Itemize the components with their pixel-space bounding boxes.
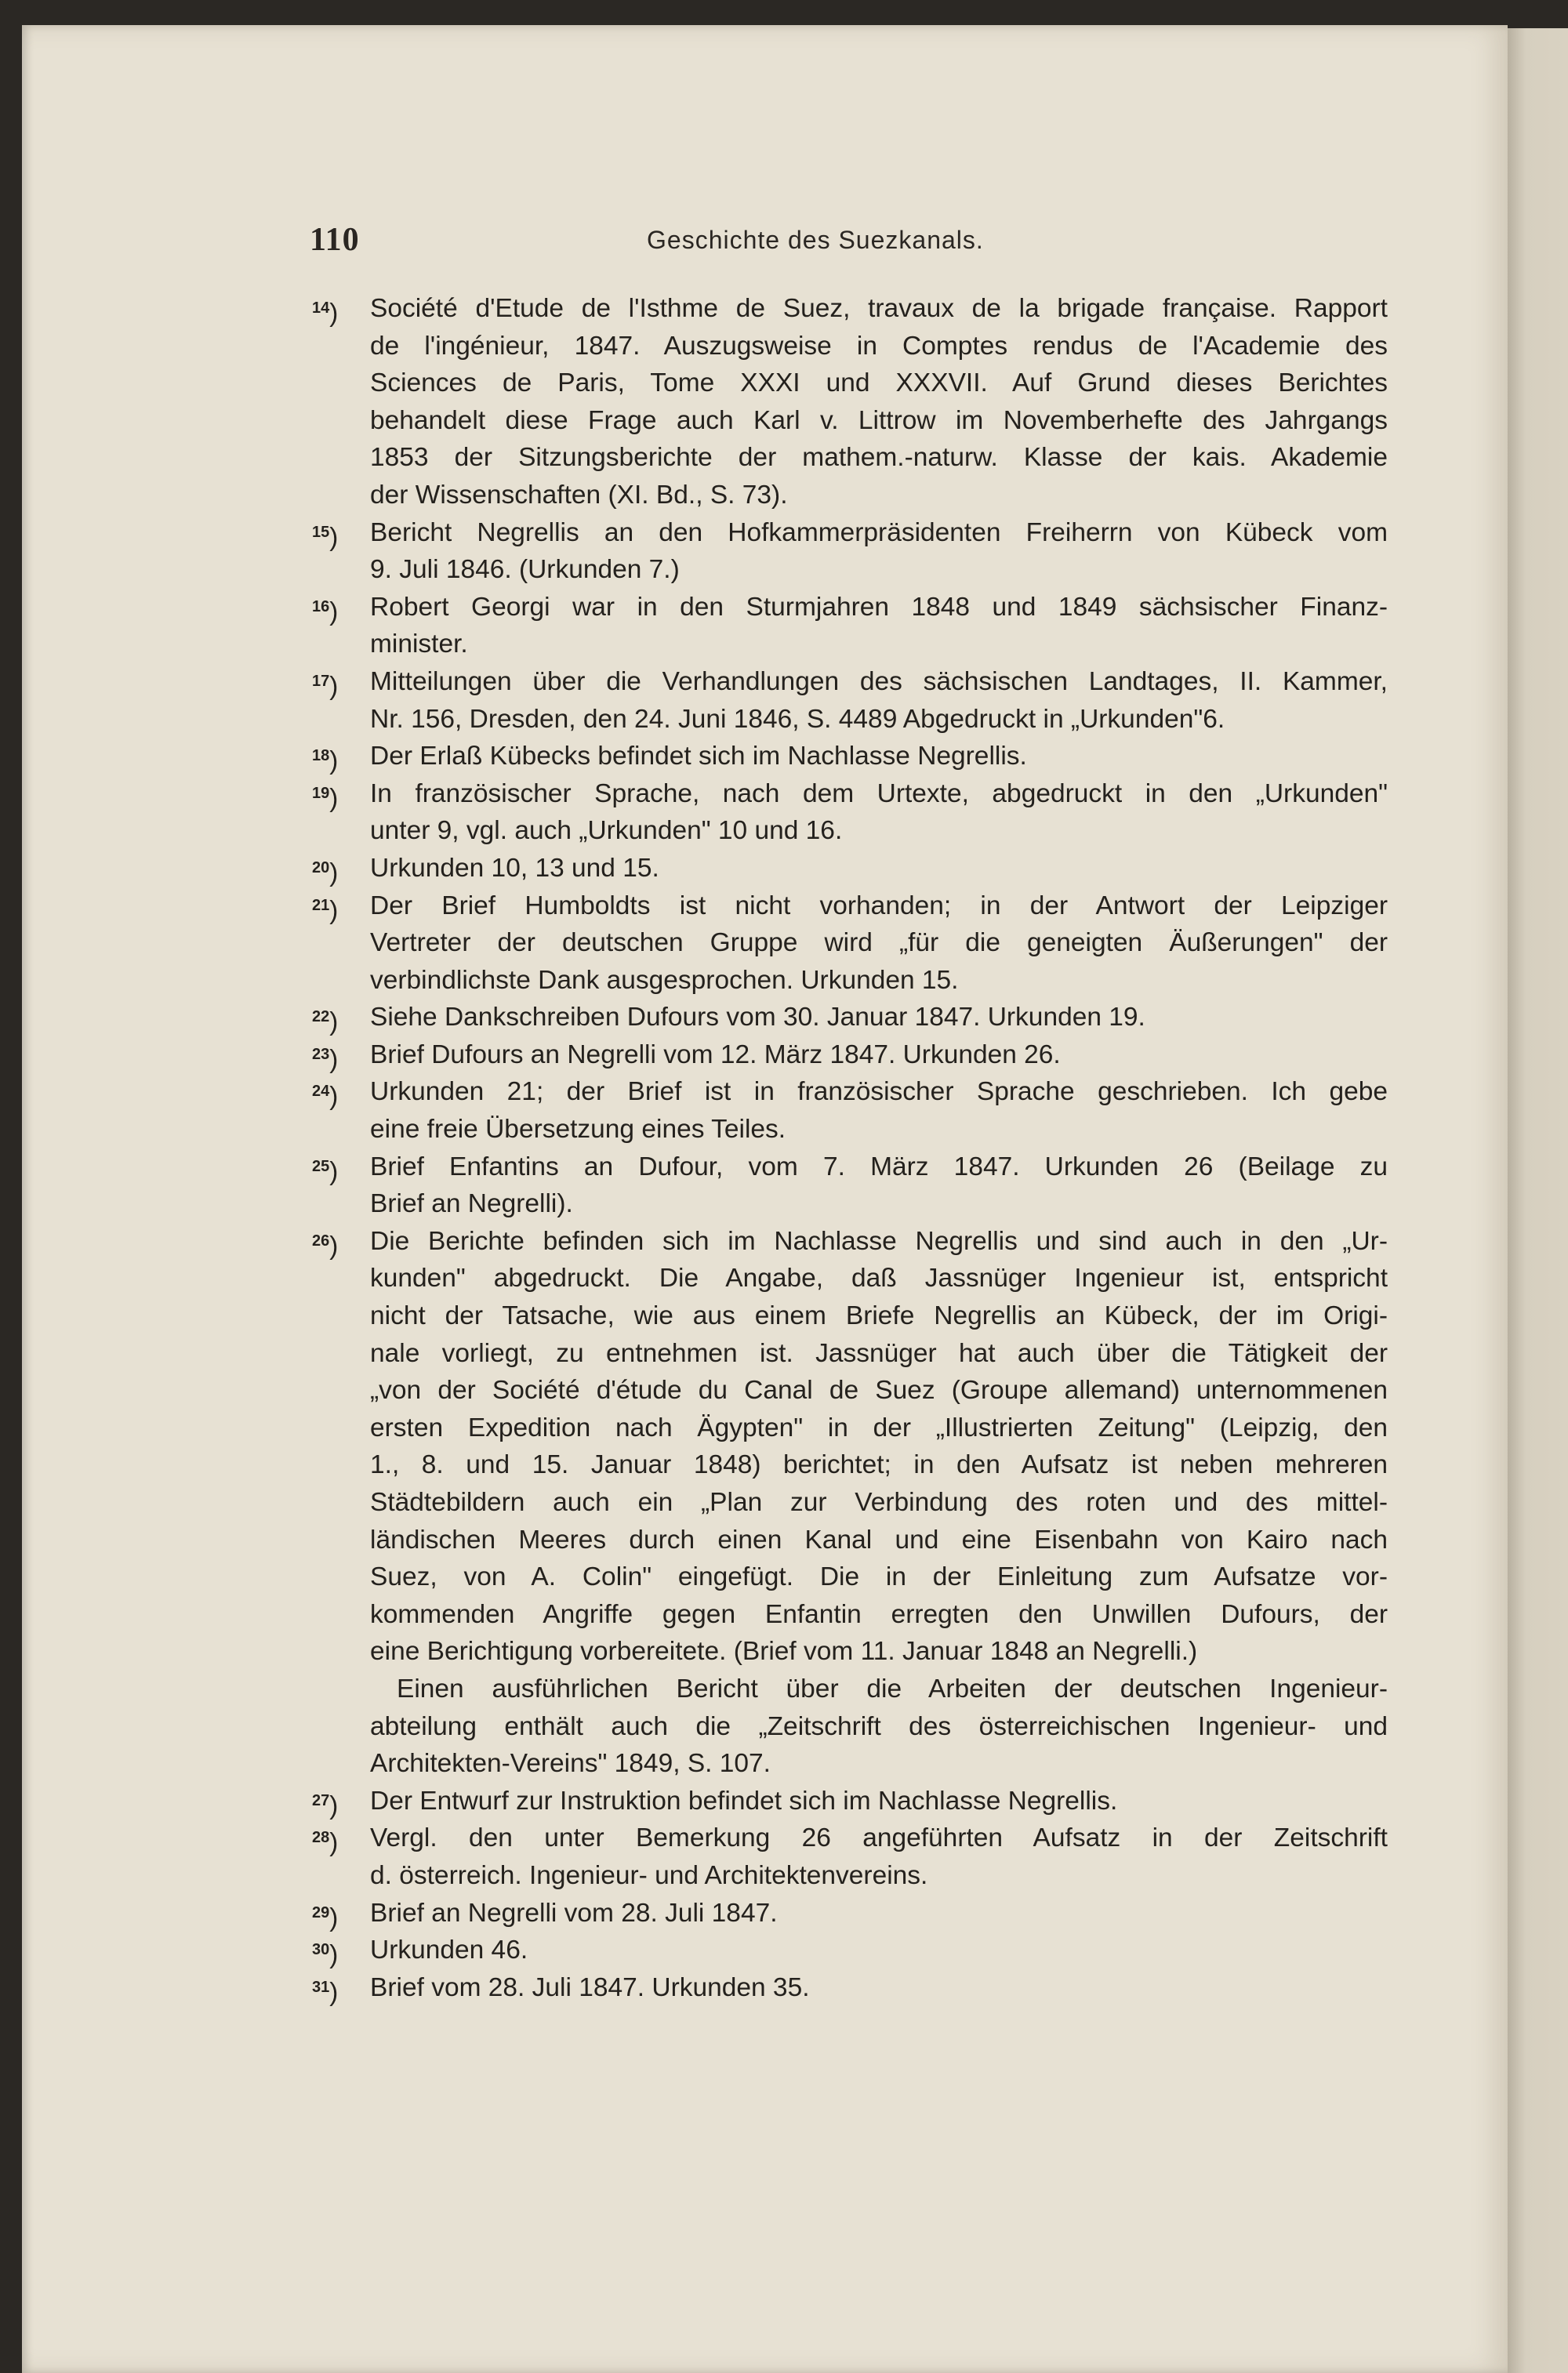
footnote-line: ländischen Meeres durch einen Kanal und eine Eisenbahn von Kairo nach [370, 1525, 1388, 1555]
footnote-number: $^{22}$) [312, 1007, 339, 1036]
footnote-line: 1., 8. und 15. Januar 1848) berichtet; in den Aufsatz ist neben mehreren [370, 1450, 1388, 1480]
footnote-marker: 15 [312, 523, 330, 541]
footnote-line: In französischer Sprache, nach dem Urtexte, abgedruckt in den „Urkunden" [370, 778, 1388, 808]
footnote-line: eine freie Übersetzung eines Teiles. [370, 1115, 786, 1145]
footnote-line: Nr. 156, Dresden, den 24. Juni 1846, S. 4489 Abgedruckt in „Urkunden"6. [370, 704, 1225, 734]
footnote-line: minister. [370, 630, 468, 659]
footnote-line: Brief an Negrelli). [370, 1189, 573, 1219]
facing-page-edge [1508, 28, 1568, 2373]
footnote-line: Suez, von A. Colin" eingefügt. Die in der Einleitung zum Aufsatze vor- [370, 1562, 1388, 1592]
footnote-line: nale vorliegt, zu entnehmen ist. Jassnüger hat auch über die Tätigkeit der [370, 1338, 1388, 1368]
footnote-number: $^{24}$) [312, 1081, 339, 1111]
footnote-line: abteilung enthält auch die „Zeitschrift des österreichischen Ingenieur- und [370, 1711, 1388, 1741]
footnote [306, 775, 1388, 850]
footnote-number: $^{15}$) [312, 521, 339, 551]
footnote-line: Brief Dufours an Negrelli vom 12. März 1847. Urkunden 26. [370, 1040, 1061, 1069]
footnote-number: $^{25}$) [312, 1156, 339, 1185]
footnote-number: $^{17}$) [312, 670, 339, 700]
footnote-marker: 17 [312, 672, 330, 690]
footnote-line: de l'ingénieur, 1847. Auszugsweise in Comptes rendus de l'Academie des [370, 331, 1388, 361]
footnote-line: Sciences de Paris, Tome XXXI und XXXVII. Auf Grund dieses Berichtes [370, 368, 1388, 398]
footnote-marker: 14 [312, 299, 330, 317]
footnote [306, 1036, 1388, 1074]
footnote-line: Brief an Negrelli vom 28. Juli 1847. [370, 1898, 778, 1928]
footnote-number: $^{26}$) [312, 1230, 339, 1260]
footnote-line: Vertreter der deutschen Gruppe wird „für die geneigten Äußerungen" der [370, 928, 1388, 958]
footnote-line: Robert Georgi war in den Sturmjahren 1848 und 1849 sächsischer Finanz- [370, 592, 1388, 622]
footnote-number: $^{28}$) [312, 1827, 339, 1857]
footnote-number: $^{23}$) [312, 1043, 339, 1073]
footnote-line: Vergl. den unter Bemerkung 26 angeführten Aufsatz in der Zeitschrift [370, 1823, 1388, 1853]
footnote-line: behandelt diese Frage auch Karl v. Littrow im Novemberhefte des Jahrgangs [370, 405, 1388, 435]
footnote-marker: 20 [312, 858, 330, 876]
running-title: Geschichte des Suezkanals. [647, 226, 984, 254]
footnote-number: $^{18}$) [312, 746, 339, 775]
footnote-marker: 23 [312, 1045, 330, 1063]
footnote [306, 738, 1388, 775]
footnote-marker: 27 [312, 1791, 330, 1809]
footnote-line: 1853 der Sitzungsberichte der mathem.-naturw. Klasse der kais. Akademie [370, 443, 1388, 473]
footnote-marker: 21 [312, 896, 330, 914]
footnote-line: Der Brief Humboldts ist nicht vorhanden; in der Antwort der Leipziger [370, 891, 1388, 920]
footnote-line: Urkunden 10, 13 und 15. [370, 853, 659, 883]
footnote [306, 850, 1388, 887]
footnote-line: kunden" abgedruckt. Die Angabe, daß Jassnüger Ingenieur ist, entspricht [370, 1264, 1388, 1294]
footnote [306, 290, 1388, 514]
footnote-marker: 22 [312, 1008, 330, 1026]
footnote [306, 1932, 1388, 1969]
footnote-number: $^{14}$) [312, 298, 339, 327]
footnote-line: Siehe Dankschreiben Dufours vom 30. Januar 1847. Urkunden 19. [370, 1003, 1145, 1032]
footnote-marker: 26 [312, 1232, 330, 1250]
footnote-line: Der Entwurf zur Instruktion befindet sich im Nachlasse Negrellis. [370, 1786, 1118, 1816]
footnote [306, 514, 1388, 589]
footnote [306, 1223, 1388, 1783]
footnote [306, 663, 1388, 738]
footnote-line: ersten Expedition nach Ägypten" in der „Illustrierten Zeitung" (Leipzig, den [370, 1413, 1388, 1442]
footnote-line: Urkunden 46. [370, 1936, 528, 1965]
footnote [306, 887, 1388, 1000]
footnote-marker: 24 [312, 1083, 330, 1101]
footnote [306, 1969, 1388, 2007]
footnote-line: Brief vom 28. Juli 1847. Urkunden 35. [370, 1972, 810, 2002]
footnote [306, 1820, 1388, 1894]
footnote-line: Bericht Negrellis an den Hofkammerpräsidenten Freiherrn von Kübeck vom [370, 517, 1388, 547]
running-header [310, 221, 1407, 268]
footnote-line: kommenden Angriffe gegen Enfantin erregten den Unwillen Dufours, der [370, 1599, 1388, 1629]
footnote-line: d. österreich. Ingenieur- und Architektenvereins. [370, 1860, 928, 1890]
footnote-number: $^{21}$) [312, 894, 339, 924]
footnote-marker: 25 [312, 1157, 330, 1175]
footnote-number: $^{20}$) [312, 857, 339, 887]
footnote-number: $^{31}$) [312, 1976, 339, 2006]
footnote-line: „von der Société d'étude du Canal de Suez (Groupe allemand) unternommenen [370, 1376, 1388, 1406]
footnotes [306, 290, 1388, 2006]
footnote-line: verbindlichste Dank ausgesprochen. Urkunden 15. [370, 965, 959, 995]
footnote-line: unter 9, vgl. auch „Urkunden" 10 und 16. [370, 816, 843, 846]
footnote [306, 1783, 1388, 1820]
footnote-marker: 19 [312, 784, 330, 802]
footnote [306, 1148, 1388, 1223]
footnote-line: Mitteilungen über die Verhandlungen des sächsischen Landtages, II. Kammer, [370, 666, 1388, 696]
footnote-number: $^{27}$) [312, 1790, 339, 1820]
footnote-number: $^{19}$) [312, 782, 339, 812]
footnote-marker: 16 [312, 597, 330, 615]
footnote-line: der Wissenschaften (XI. Bd., S. 73). [370, 480, 788, 510]
footnote-line: Urkunden 21; der Brief ist in französischer Sprache geschrieben. Ich gebe [370, 1077, 1388, 1107]
footnote-line: Die Berichte befinden sich im Nachlasse Negrellis und sind auch in den „Ur- [370, 1226, 1388, 1256]
footnote-line: Städtebildern auch ein „Plan zur Verbindung des roten und des mittel- [370, 1488, 1388, 1517]
footnote-line: Einen ausführlichen Bericht über die Arbeiten der deutschen Ingenieur- [397, 1674, 1388, 1704]
footnote-number: $^{30}$) [312, 1939, 339, 1969]
footnote [306, 589, 1388, 663]
footnote-number: $^{29}$) [312, 1902, 339, 1932]
footnote-line: 9. Juli 1846. (Urkunden 7.) [370, 555, 680, 585]
footnote-marker: 31 [312, 1978, 330, 1996]
footnote-line: Société d'Etude de l'Isthme de Suez, travaux de la brigade française. Rapport [370, 294, 1388, 323]
footnote [306, 1073, 1388, 1148]
footnote-marker: 29 [312, 1903, 330, 1921]
footnote-marker: 30 [312, 1941, 330, 1959]
footnote-line: Architekten-Vereins" 1849, S. 107. [370, 1749, 771, 1779]
footnote-line: Der Erlaß Kübecks befindet sich im Nachlasse Negrellis. [370, 742, 1027, 771]
footnote-number: $^{16}$) [312, 596, 339, 626]
footnote [306, 1895, 1388, 1932]
footnote-marker: 18 [312, 747, 330, 765]
footnote-marker: 28 [312, 1829, 330, 1847]
page-number: 110 [310, 222, 360, 258]
footnote-line: eine Berichtigung vorbereitete. (Brief vom 11. Januar 1848 an Negrelli.) [370, 1637, 1198, 1667]
footnote [306, 999, 1388, 1036]
footnote-line: Brief Enfantins an Dufour, vom 7. März 1847. Urkunden 26 (Beilage zu [370, 1152, 1388, 1181]
footnote-line: nicht der Tatsache, wie aus einem Briefe Negrellis an Kübeck, der im Origi- [370, 1301, 1388, 1331]
